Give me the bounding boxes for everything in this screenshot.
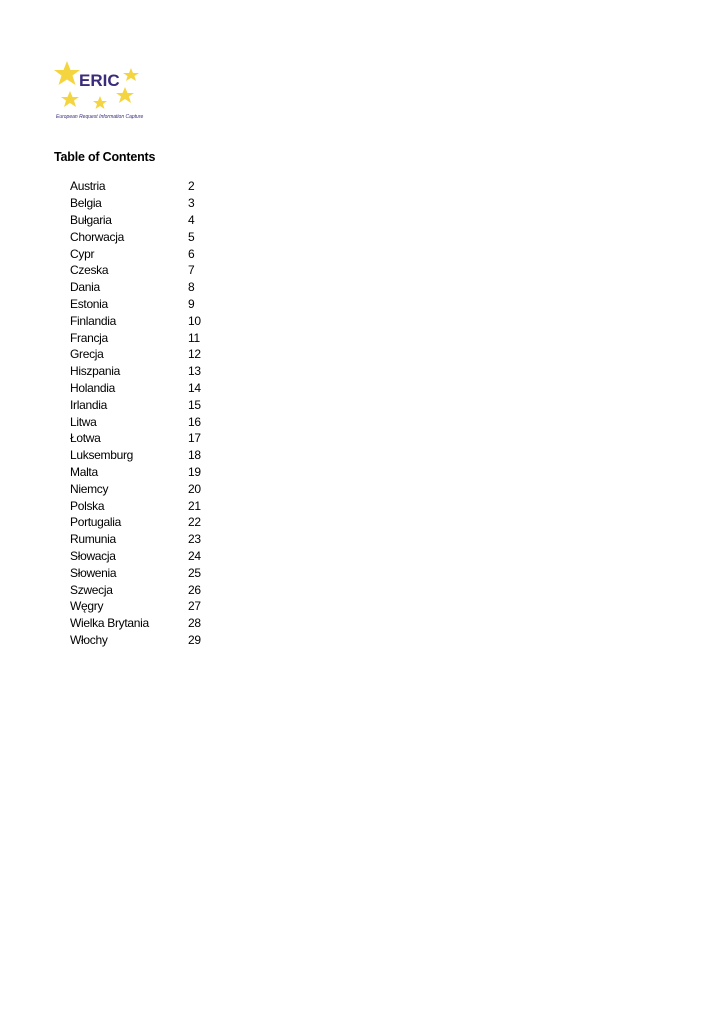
toc-entry-country: Finlandia [70, 313, 116, 328]
toc-entry[interactable] [70, 531, 218, 548]
logo-text: ERIC [79, 71, 120, 90]
toc-entry[interactable] [70, 632, 218, 649]
toc-entry[interactable] [70, 548, 218, 565]
toc-entry-country: Słowacja [70, 548, 116, 563]
toc-entry[interactable] [70, 329, 218, 346]
toc-entry[interactable] [70, 363, 218, 380]
toc-entry-country: Malta [70, 464, 98, 479]
toc-entry-country: Litwa [70, 414, 97, 429]
eric-logo [50, 56, 150, 124]
toc-entry-country: Holandia [70, 380, 115, 395]
toc-entry-country: Czeska [70, 263, 109, 278]
toc-entry-country: Polska [70, 498, 105, 513]
toc-entry-page-number: 24 [188, 548, 201, 563]
toc-entry-country: Francja [70, 330, 108, 345]
toc-entry-country: Belgia [70, 196, 102, 211]
toc-entry-country: Hiszpania [70, 364, 120, 379]
toc-entry[interactable] [70, 380, 218, 397]
toc-entry[interactable] [70, 312, 218, 329]
toc-entry[interactable] [70, 497, 218, 514]
toc-entry-page-number: 28 [188, 616, 201, 631]
toc-entry-country: Austria [70, 179, 106, 194]
toc-entry-page-number: 10 [188, 313, 201, 328]
toc-entry-page-number: 18 [188, 448, 201, 463]
toc-entry-page-number: 7 [188, 263, 195, 278]
toc-entry[interactable] [70, 564, 218, 581]
toc-entry-page-number: 21 [188, 498, 201, 513]
toc-entry[interactable] [70, 598, 218, 615]
toc-entry-page-number: 16 [188, 414, 201, 429]
toc-entry-page-number: 25 [188, 565, 201, 580]
logo-star-bottom-mid [93, 96, 107, 109]
toc-entry[interactable] [70, 430, 218, 447]
toc-entry-page-number: 8 [188, 280, 195, 295]
toc-entry-country: Dania [70, 280, 100, 295]
toc-entry-page-number: 11 [188, 330, 200, 345]
toc-entry-page-number: 13 [188, 364, 201, 379]
toc-entry-page-number: 27 [188, 599, 201, 614]
eric-logo-graphic [50, 56, 150, 124]
toc-entry[interactable] [70, 413, 218, 430]
toc-list [70, 178, 218, 648]
toc-entry[interactable] [70, 245, 218, 262]
toc-entry-country: Luksemburg [70, 448, 134, 463]
toc-entry-country: Łotwa [70, 431, 101, 446]
toc-entry-page-number: 9 [188, 296, 195, 311]
toc-entry-page-number: 17 [188, 431, 201, 446]
toc-entry[interactable] [70, 447, 218, 464]
toc-entry-page-number: 2 [188, 179, 195, 194]
toc-entry-country: Grecja [70, 347, 104, 362]
toc-entry[interactable] [70, 514, 218, 531]
toc-entry-country: Wielka Brytania [70, 616, 149, 631]
toc-entry-country: Rumunia [70, 532, 116, 547]
toc-entry-page-number: 23 [188, 532, 201, 547]
toc-entry[interactable] [70, 396, 218, 413]
toc-entry[interactable] [70, 615, 218, 632]
toc-entry[interactable] [70, 279, 218, 296]
toc-entry-country: Niemcy [70, 481, 109, 496]
toc-entry-country: Słowenia [70, 565, 117, 580]
toc-entry-country: Bułgaria [70, 212, 112, 227]
toc-entry-country: Chorwacja [70, 229, 124, 244]
toc-entry-country: Włochy [70, 632, 108, 647]
toc-entry-page-number: 26 [188, 582, 201, 597]
toc-entry-page-number: 4 [188, 212, 195, 227]
logo-star-large [54, 61, 80, 85]
toc-entry-page-number: 6 [188, 246, 195, 261]
toc-entry-country: Estonia [70, 296, 108, 311]
toc-entry-country: Irlandia [70, 397, 107, 412]
toc-entry[interactable] [70, 346, 218, 363]
toc-entry-page-number: 22 [188, 515, 201, 530]
toc-entry[interactable] [70, 464, 218, 481]
toc-entry-country: Szwecja [70, 582, 113, 597]
toc-entry-page-number: 19 [188, 464, 201, 479]
toc-entry[interactable] [70, 262, 218, 279]
toc-entry[interactable] [70, 178, 218, 195]
toc-entry-page-number: 20 [188, 481, 201, 496]
logo-star-right-top [123, 68, 139, 81]
logo-tagline: European Request Information Capture [56, 114, 144, 120]
toc-entry[interactable] [70, 480, 218, 497]
toc-entry-country: Węgry [70, 599, 104, 614]
toc-entry-page-number: 29 [188, 632, 201, 647]
toc-title: Table of Contents [54, 150, 156, 164]
toc-entry-page-number: 15 [188, 397, 201, 412]
toc-entry[interactable] [70, 212, 218, 229]
toc-entry[interactable] [70, 228, 218, 245]
toc-entry-page-number: 3 [188, 196, 195, 211]
toc-entry[interactable] [70, 296, 218, 313]
toc-entry[interactable] [70, 581, 218, 598]
toc-entry-page-number: 5 [188, 229, 195, 244]
toc-entry-country: Cypr [70, 246, 95, 261]
toc-entry-page-number: 12 [188, 347, 201, 362]
toc-entry-country: Portugalia [70, 515, 122, 530]
toc-entry-page-number: 14 [188, 380, 201, 395]
logo-star-bottom-left [61, 91, 79, 107]
toc-entry[interactable] [70, 195, 218, 212]
